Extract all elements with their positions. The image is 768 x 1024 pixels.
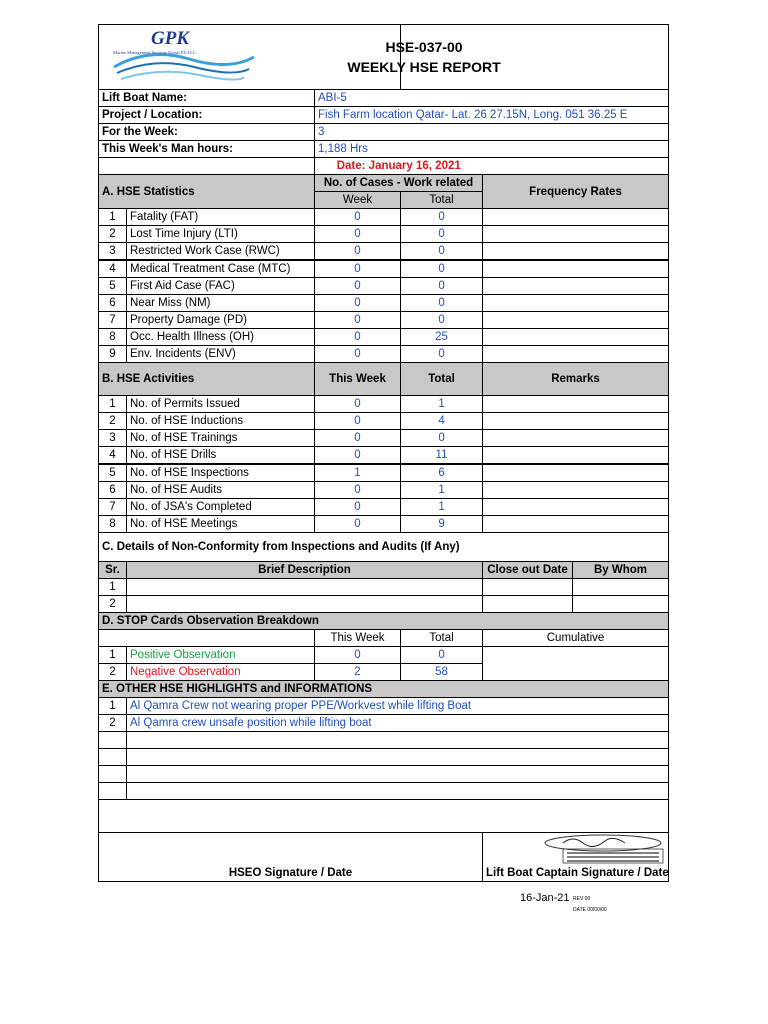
info-label: For the Week: bbox=[99, 124, 315, 141]
svg-text:GPK: GPK bbox=[151, 28, 189, 49]
table-row: 7 No. of JSA's Completed 0 1 bbox=[99, 499, 669, 516]
ship-stamp-icon bbox=[523, 833, 673, 865]
table-row: 4 Medical Treatment Case (MTC) 0 0 bbox=[99, 260, 669, 278]
table-row: 1 Positive Observation 0 0 bbox=[99, 647, 669, 664]
table-row bbox=[99, 783, 669, 800]
table-row: 5 No. of HSE Inspections 1 6 bbox=[99, 464, 669, 482]
brief-description-header: Brief Description bbox=[127, 562, 483, 579]
doc-code: HSE-037-00 bbox=[385, 39, 463, 55]
table-row: 2 Lost Time Injury (LTI) 0 0 bbox=[99, 226, 669, 243]
footer-date-code: DATE 00/00/00 bbox=[573, 907, 607, 913]
by-whom-header: By Whom bbox=[573, 562, 669, 579]
frequency-rates-header: Frequency Rates bbox=[483, 175, 669, 209]
info-label: Lift Boat Name: bbox=[99, 90, 315, 107]
footer-date: 16-Jan-21 bbox=[520, 892, 570, 904]
table-row: 9 Env. Incidents (ENV) 0 0 bbox=[99, 346, 669, 363]
total-header: Total bbox=[401, 192, 483, 209]
sr-header: Sr. bbox=[99, 562, 127, 579]
captain-signature-label: Lift Boat Captain Signature / Date bbox=[483, 865, 669, 882]
table-row: 1 Al Qamra Crew not wearing proper PPE/Workvest while lifting Boat bbox=[99, 698, 669, 715]
info-row bbox=[99, 141, 669, 158]
man-hours-value: 1,188 Hrs bbox=[315, 141, 669, 158]
table-row: 2 bbox=[99, 596, 669, 613]
negative-observation-label: Negative Observation bbox=[127, 664, 315, 681]
logo-subtext: Marine Management Services Group FZ-LLC bbox=[113, 50, 196, 55]
section-a-title: A. HSE Statistics bbox=[99, 175, 315, 209]
info-row bbox=[99, 90, 669, 107]
table-row: 1 Fatality (FAT) 0 0 bbox=[99, 209, 669, 226]
captain-signature-box bbox=[483, 833, 669, 866]
table-row: 8 No. of HSE Meetings 0 9 bbox=[99, 516, 669, 533]
info-row bbox=[99, 107, 669, 124]
hseo-signature-label: HSEO Signature / Date bbox=[99, 865, 483, 882]
section-c-title: C. Details of Non-Conformity from Inspections and Audits (If Any) bbox=[99, 533, 669, 562]
total-header: Total bbox=[401, 363, 483, 396]
this-week-header: This Week bbox=[315, 363, 401, 396]
table-row: 2 Negative Observation 2 58 bbox=[99, 664, 669, 681]
hse-report-sheet bbox=[98, 24, 668, 882]
positive-observation-label: Positive Observation bbox=[127, 647, 315, 664]
section-e-title: E. OTHER HSE HIGHLIGHTS and INFORMATIONS bbox=[99, 681, 669, 698]
report-table bbox=[98, 24, 669, 882]
remarks-header: Remarks bbox=[483, 363, 669, 396]
table-row: 1 No. of Permits Issued 0 1 bbox=[99, 396, 669, 413]
table-row: 3 No. of HSE Trainings 0 0 bbox=[99, 430, 669, 447]
week-header: Week bbox=[315, 192, 401, 209]
section-b-title: B. HSE Activities bbox=[99, 363, 315, 396]
table-row bbox=[99, 766, 669, 783]
total-header: Total bbox=[401, 630, 483, 647]
hseo-signature-box bbox=[99, 833, 483, 866]
table-row: 5 First Aid Case (FAC) 0 0 bbox=[99, 278, 669, 295]
info-label: Project / Location: bbox=[99, 107, 315, 124]
info-row bbox=[99, 124, 669, 141]
section-d-title: D. STOP Cards Observation Breakdown bbox=[99, 613, 669, 630]
table-row: 7 Property Damage (PD) 0 0 bbox=[99, 312, 669, 329]
table-row: 2 Al Qamra crew unsafe position while lifting boat bbox=[99, 715, 669, 732]
table-row: 1 bbox=[99, 579, 669, 596]
project-location-value: Fish Farm location Qatar- Lat. 26 27.15N, Long. 051 36.25 E bbox=[315, 107, 669, 124]
table-row bbox=[99, 749, 669, 766]
close-out-date-header: Close out Date bbox=[483, 562, 573, 579]
table-row: 2 No. of HSE Inductions 0 4 bbox=[99, 413, 669, 430]
report-date: Date: January 16, 2021 bbox=[315, 158, 483, 175]
lift-boat-name-value: ABI-5 bbox=[315, 90, 669, 107]
table-row: 3 Restricted Work Case (RWC) 0 0 bbox=[99, 243, 669, 261]
this-week-header: This Week bbox=[315, 630, 401, 647]
title-block bbox=[347, 25, 669, 90]
cases-group-header: No. of Cases - Work related bbox=[315, 175, 483, 192]
info-label: This Week's Man hours: bbox=[99, 141, 315, 158]
footer-rev: REV 00 bbox=[573, 896, 591, 902]
doc-title: WEEKLY HSE REPORT bbox=[347, 59, 501, 75]
table-row: 4 No. of HSE Drills 0 11 bbox=[99, 447, 669, 465]
table-row: 8 Occ. Health Illness (OH) 0 25 bbox=[99, 329, 669, 346]
cumulative-header: Cumulative bbox=[483, 630, 669, 647]
week-value: 3 bbox=[315, 124, 669, 141]
table-row: 6 No. of HSE Audits 0 1 bbox=[99, 482, 669, 499]
table-row bbox=[99, 732, 669, 749]
table-row: 6 Near Miss (NM) 0 0 bbox=[99, 295, 669, 312]
